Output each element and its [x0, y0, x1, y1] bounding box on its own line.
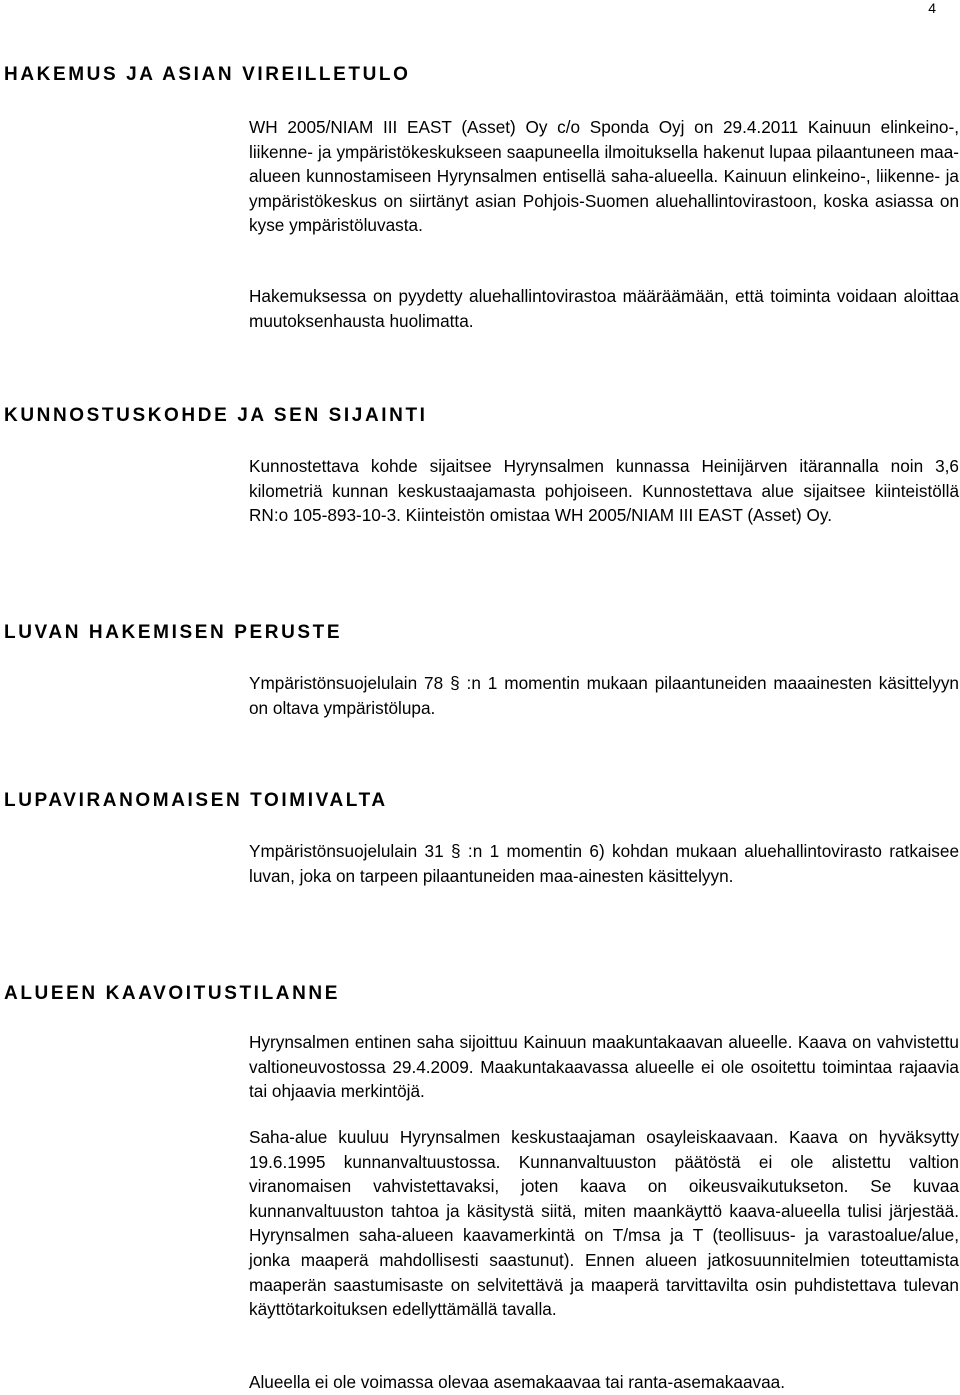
section-heading-permit-basis: LUVAN HAKEMISEN PERUSTE	[4, 622, 343, 643]
paragraph-permit-basis: Ympäristönsuojelulain 78 § :n 1 momentin mukaan pilaantuneiden maaainesten käsittelyyn on oltava ympäristölupa.	[249, 673, 959, 718]
paragraph-zoning-regional-plan: Hyrynsalmen entinen saha sijoittuu Kainuun maakuntakaavan alueelle. Kaava on vahvistettu valtioneuvostossa 29.4.2009. Maakuntakaavassa alueelle ei ole osoitettu toimintaa rajaavia tai ohjaavia merkintöjä.	[249, 1032, 959, 1102]
paragraph-application-request: Hakemuksessa on pyydetty aluehallintovirastoa määräämään, että toiminta voidaan aloittaa muutoksenhausta huolimatta.	[249, 286, 959, 331]
paragraph-zoning-detailed-plan: Alueella ei ole voimassa olevaa asemakaavaa tai ranta-asemakaavaa.	[249, 1372, 785, 1392]
section-heading-authority: LUPAVIRANOMAISEN TOIMIVALTA	[4, 790, 388, 811]
section-heading-application: HAKEMUS JA ASIAN VIREILLETULO	[4, 64, 411, 85]
section-heading-zoning: ALUEEN KAAVOITUSTILANNE	[4, 983, 341, 1004]
paragraph-application-submission: WH 2005/NIAM III EAST (Asset) Oy c/o Sponda Oyj on 29.4.2011 Kainuun elinkeino-, liikenne- ja ympäristökeskukseen saapuneella ilmoituksella hakenut lupaa pilaantuneen maa-alueen kunnostamiseen Hyrynsalmen entisellä saha-alueella. Kainuun elinkeino-, liikenne- ja ympäristökeskus on siirtänyt asian Pohjois-Suomen aluehallintovirastoon, koska asiassa on kyse ympäristöluvasta.	[249, 117, 959, 236]
section-heading-location: KUNNOSTUSKOHDE JA SEN SIJAINTI	[4, 405, 428, 426]
paragraph-location: Kunnostettava kohde sijaitsee Hyrynsalmen kunnassa Heinijärven itärannalla noin 3,6 kilometriä kunnan keskustaajamasta pohjoiseen. Kunnostettava alue sijaitsee kiinteistöllä RN:o 105-893-10-3. Kiinteistön omistaa WH 2005/NIAM III EAST (Asset) Oy.	[249, 456, 959, 526]
paragraph-zoning-master-plan: Saha-alue kuuluu Hyrynsalmen keskustaajaman osayleiskaavaan. Kaava on hyväksytty 19.6.1995 kunnanvaltuustossa. Kunnanvaltuuston päätöstä ei ole alistettu valtion viranomaisen vahvistettavaksi, joten kaava on oikeusvaikutukseton. Se kuvaa kunnanvaltuuston tahtoa ja käsitystä siitä, miten maankäyttö kaava-alueella tulisi järjestää. Hyrynsalmen saha-alueen kaavamerkintä on T/msa ja T (teollisuus- ja varastoalue/alue, jonka maaperä mahdollisesti saastunut). Ennen alueen jatkosuunnitelmien toteuttamista maaperän saastumisaste on selvitettävä ja maaperä tarvittavilta osin puhdistettava tulevan käyttötarkoituksen edellyttämällä tavalla.	[249, 1127, 959, 1320]
page-number: 4	[928, 0, 936, 16]
paragraph-authority: Ympäristönsuojelulain 31 § :n 1 momentin 6) kohdan mukaan aluehallintovirasto ratkaisee luvan, joka on tarpeen pilaantuneiden maa-ainesten käsittelyyn.	[249, 841, 959, 886]
